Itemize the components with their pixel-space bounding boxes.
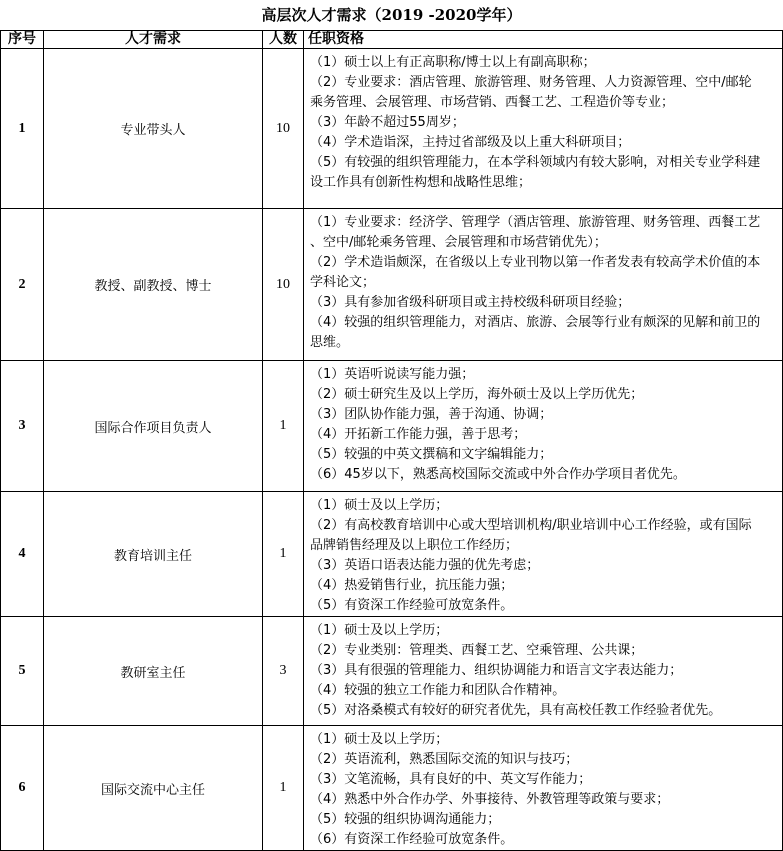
requirements-cell <box>304 726 783 851</box>
row-number: 4 <box>1 492 44 617</box>
table-row <box>1 361 783 492</box>
table-row <box>1 617 783 726</box>
requirement-line: （1）专业要求：经济学、管理学（酒店管理、旅游管理、财务管理、西餐工艺 <box>310 215 761 230</box>
requirement-line: （3）年龄不超过55周岁； <box>310 115 465 130</box>
requirement-line: （5）有较强的组织管理能力，在本学科领域内有较大影响，对相关专业学科建 <box>310 155 761 170</box>
row-number: 5 <box>1 617 44 726</box>
headcount: 3 <box>263 617 304 726</box>
headcount: 10 <box>263 49 304 209</box>
row-number: 3 <box>1 361 44 492</box>
row-number: 6 <box>1 726 44 851</box>
requirement-line: 、空中/邮轮乘务管理、会展管理和市场营销优先）； <box>310 235 607 250</box>
requirement-line: （2）英语流利，熟悉国际交流的知识与技巧； <box>310 752 579 767</box>
header-no: 序号 <box>1 31 44 49</box>
requirement-line: （2）硕士研究生及以上学历，海外硕士及以上学历优先； <box>310 387 644 402</box>
talent-need: 教育培训主任 <box>44 492 263 617</box>
table-row <box>1 492 783 617</box>
talent-demand-table <box>0 30 783 851</box>
requirement-line: （4）熟悉中外合作办学、外事接待、外教管理等政策与要求； <box>310 792 670 807</box>
header-requirements: 任职资格 <box>304 31 783 49</box>
requirement-line: （4）学术造诣深，主持过省部级及以上重大科研项目； <box>310 135 631 150</box>
requirement-line: （1）硕士及以上学历； <box>310 623 449 638</box>
requirement-line: （4）较强的独立工作能力和团队合作精神。 <box>310 683 566 698</box>
talent-need: 国际合作项目负责人 <box>44 361 263 492</box>
requirements-cell <box>304 361 783 492</box>
requirement-line: （2）专业类别：管理类、西餐工艺、空乘管理、公共课； <box>310 643 644 658</box>
headcount: 1 <box>263 492 304 617</box>
requirement-line: 乘务管理、会展管理、市场营销、西餐工艺、工程造价等专业； <box>310 95 675 110</box>
requirement-line: （4）开拓新工作能力强，善于思考； <box>310 427 527 442</box>
requirement-line: （4）较强的组织管理能力，对酒店、旅游、会展等行业有颇深的见解和前卫的 <box>310 315 761 330</box>
requirement-line: （5）较强的组织协调沟通能力； <box>310 812 501 827</box>
document-title: 高层次人才需求（2019 -2020学年） <box>261 6 522 24</box>
row-number: 2 <box>1 209 44 361</box>
headcount: 1 <box>263 726 304 851</box>
headcount: 1 <box>263 361 304 492</box>
talent-need: 教授、副教授、博士 <box>44 209 263 361</box>
requirement-line: （3）文笔流畅，具有良好的中、英文写作能力； <box>310 772 592 787</box>
requirement-line: （6）有资深工作经验可放宽条件。 <box>310 832 514 847</box>
requirements-cell <box>304 49 783 209</box>
requirement-line: （5）对洛桑模式有较好的研究者优先，具有高校任教工作经验者优先。 <box>310 703 722 718</box>
table-header-row <box>1 31 783 49</box>
headcount: 10 <box>263 209 304 361</box>
requirement-line: （5）较强的中英文撰稿和文字编辑能力； <box>310 447 553 462</box>
talent-need: 国际交流中心主任 <box>44 726 263 851</box>
requirement-line: 思维。 <box>310 335 350 350</box>
talent-need: 专业带头人 <box>44 49 263 209</box>
table-row <box>1 49 783 209</box>
requirements-cell <box>304 492 783 617</box>
requirement-line: （2）专业要求：酒店管理、旅游管理、财务管理、人力资源管理、空中/邮轮 <box>310 75 752 90</box>
talent-need: 教研室主任 <box>44 617 263 726</box>
requirement-line: （2）有高校教育培训中心或大型培训机构/职业培训中心工作经验，或有国际 <box>310 518 752 533</box>
requirements-cell <box>304 209 783 361</box>
requirement-line: 品牌销售经理及以上职位工作经历； <box>310 538 519 553</box>
requirement-line: （3）英语口语表达能力强的优先考虑； <box>310 558 540 573</box>
requirement-line: 学科论文； <box>310 275 376 290</box>
header-need: 人才需求 <box>44 31 263 49</box>
table-row <box>1 726 783 851</box>
requirement-line: （5）有资深工作经验可放宽条件。 <box>310 598 514 613</box>
requirements-cell <box>304 617 783 726</box>
requirement-line: （1）硕士以上有正高职称/博士以上有副高职称； <box>310 55 596 70</box>
requirement-line: （1）硕士及以上学历； <box>310 732 449 747</box>
requirement-line: （3）团队协作能力强，善于沟通、协调； <box>310 407 553 422</box>
requirement-line: （2）学术造诣颇深，在省级以上专业刊物以第一作者发表有较高学术价值的本 <box>310 255 761 270</box>
requirement-line: （1）硕士及以上学历； <box>310 498 449 513</box>
header-count: 人数 <box>263 31 304 49</box>
requirement-line: （4）热爱销售行业，抗压能力强； <box>310 578 514 593</box>
table-row <box>1 209 783 361</box>
requirement-line: （3）具有参加省级科研项目或主持校级科研项目经验； <box>310 295 631 310</box>
row-number: 1 <box>1 49 44 209</box>
requirement-line: （3）具有很强的管理能力、组织协调能力和语言文字表达能力； <box>310 663 683 678</box>
requirement-line: （1）英语听说读写能力强； <box>310 367 475 382</box>
requirement-line: 设工作具有创新性构想和战略性思维； <box>310 175 532 190</box>
requirement-line: （6）45岁以下，熟悉高校国际交流或中外合作办学项目者优先。 <box>310 467 686 482</box>
